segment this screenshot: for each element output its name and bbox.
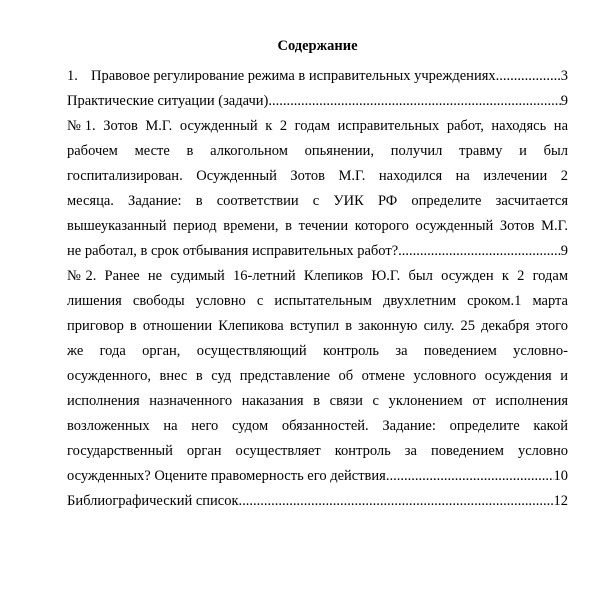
toc-page-number: 12	[553, 493, 568, 509]
toc-entry-1	[67, 64, 568, 89]
toc-line	[67, 64, 568, 89]
toc-entry-text-line: государственный орган осуществляет контроль за поведением условно	[67, 443, 568, 459]
toc-leader-dots	[389, 464, 553, 489]
toc-entry-text-line: месяца. Задание: в соответствии с УИК РФ определите засчитается	[67, 193, 568, 209]
toc-entry-text-line: же года орган, осуществляющий контроль за поведением условно-	[67, 343, 568, 359]
toc-title: Содержание	[277, 38, 358, 54]
toc-line	[67, 489, 568, 514]
toc-entry-2	[67, 89, 568, 114]
toc-entry-3	[67, 114, 568, 264]
toc-entry-text-line: №2. Ранее не судимый 16-летний Клепиков Ю.Г. был осужден к 2 годам	[67, 268, 568, 284]
toc-entry-text: Практические ситуации (задачи)	[67, 93, 269, 109]
toc-entry-text-line: вышеуказанный период времени, в течении которого осужденный Зотов М.Г.	[67, 218, 568, 234]
toc-page-number: 9	[560, 243, 568, 259]
toc-leader-dots	[496, 64, 561, 89]
toc-entry-text-line: №1. Зотов М.Г. осужденный к 2 годам исправительных работ, находясь на	[67, 118, 568, 134]
toc-line	[67, 239, 568, 264]
toc-entry-text-line: осужденных? Оцените правомерность его действия.	[67, 468, 390, 484]
toc-entry-text: Правовое регулирование режима в исправительных учреждениях	[91, 68, 496, 84]
toc-leader-dots	[398, 239, 561, 264]
toc-entry-text-line: возложенных на него судом обязанностей. Задание: определите какой	[67, 418, 568, 434]
toc-entry-label	[67, 64, 496, 89]
toc-line	[67, 464, 568, 489]
toc-entry-text-line: не работал, в срок отбывания исправительных работ?	[67, 243, 399, 259]
toc-entry-text-line: исполнения назначенного наказания в связи с уклонением от исполнения	[67, 393, 568, 409]
toc-leader-dots	[268, 89, 560, 114]
toc-page-number: 9	[560, 93, 568, 109]
toc-entry-text-line: приговор в отношении Клепикова вступил в законную силу. 25 декабря этого	[67, 318, 568, 334]
toc-page-number: 10	[553, 468, 568, 484]
toc-entry-5	[67, 489, 568, 514]
toc-entry-number: 1.	[67, 68, 78, 84]
toc-entry-text: Библиографический список.	[67, 493, 243, 509]
toc-line	[67, 89, 568, 114]
toc-page-number: 3	[560, 68, 568, 84]
toc-entry-4	[67, 264, 568, 489]
document-page	[67, 36, 568, 514]
toc-entry-text-line: осужденного, внес в суд представление об отмене условного осуждения и	[67, 368, 568, 384]
toc-entry-text-line: рабочем месте в алкогольном опьянении, получил травму и был	[67, 143, 568, 159]
toc-leader-dots	[242, 489, 553, 514]
toc-entry-text-line: госпитализирован. Осужденный Зотов М.Г. находился на излечении 2	[67, 168, 568, 184]
toc-entry-text-line: лишения свободы условно с испытательным двухлетним сроком.1 марта	[67, 293, 568, 309]
